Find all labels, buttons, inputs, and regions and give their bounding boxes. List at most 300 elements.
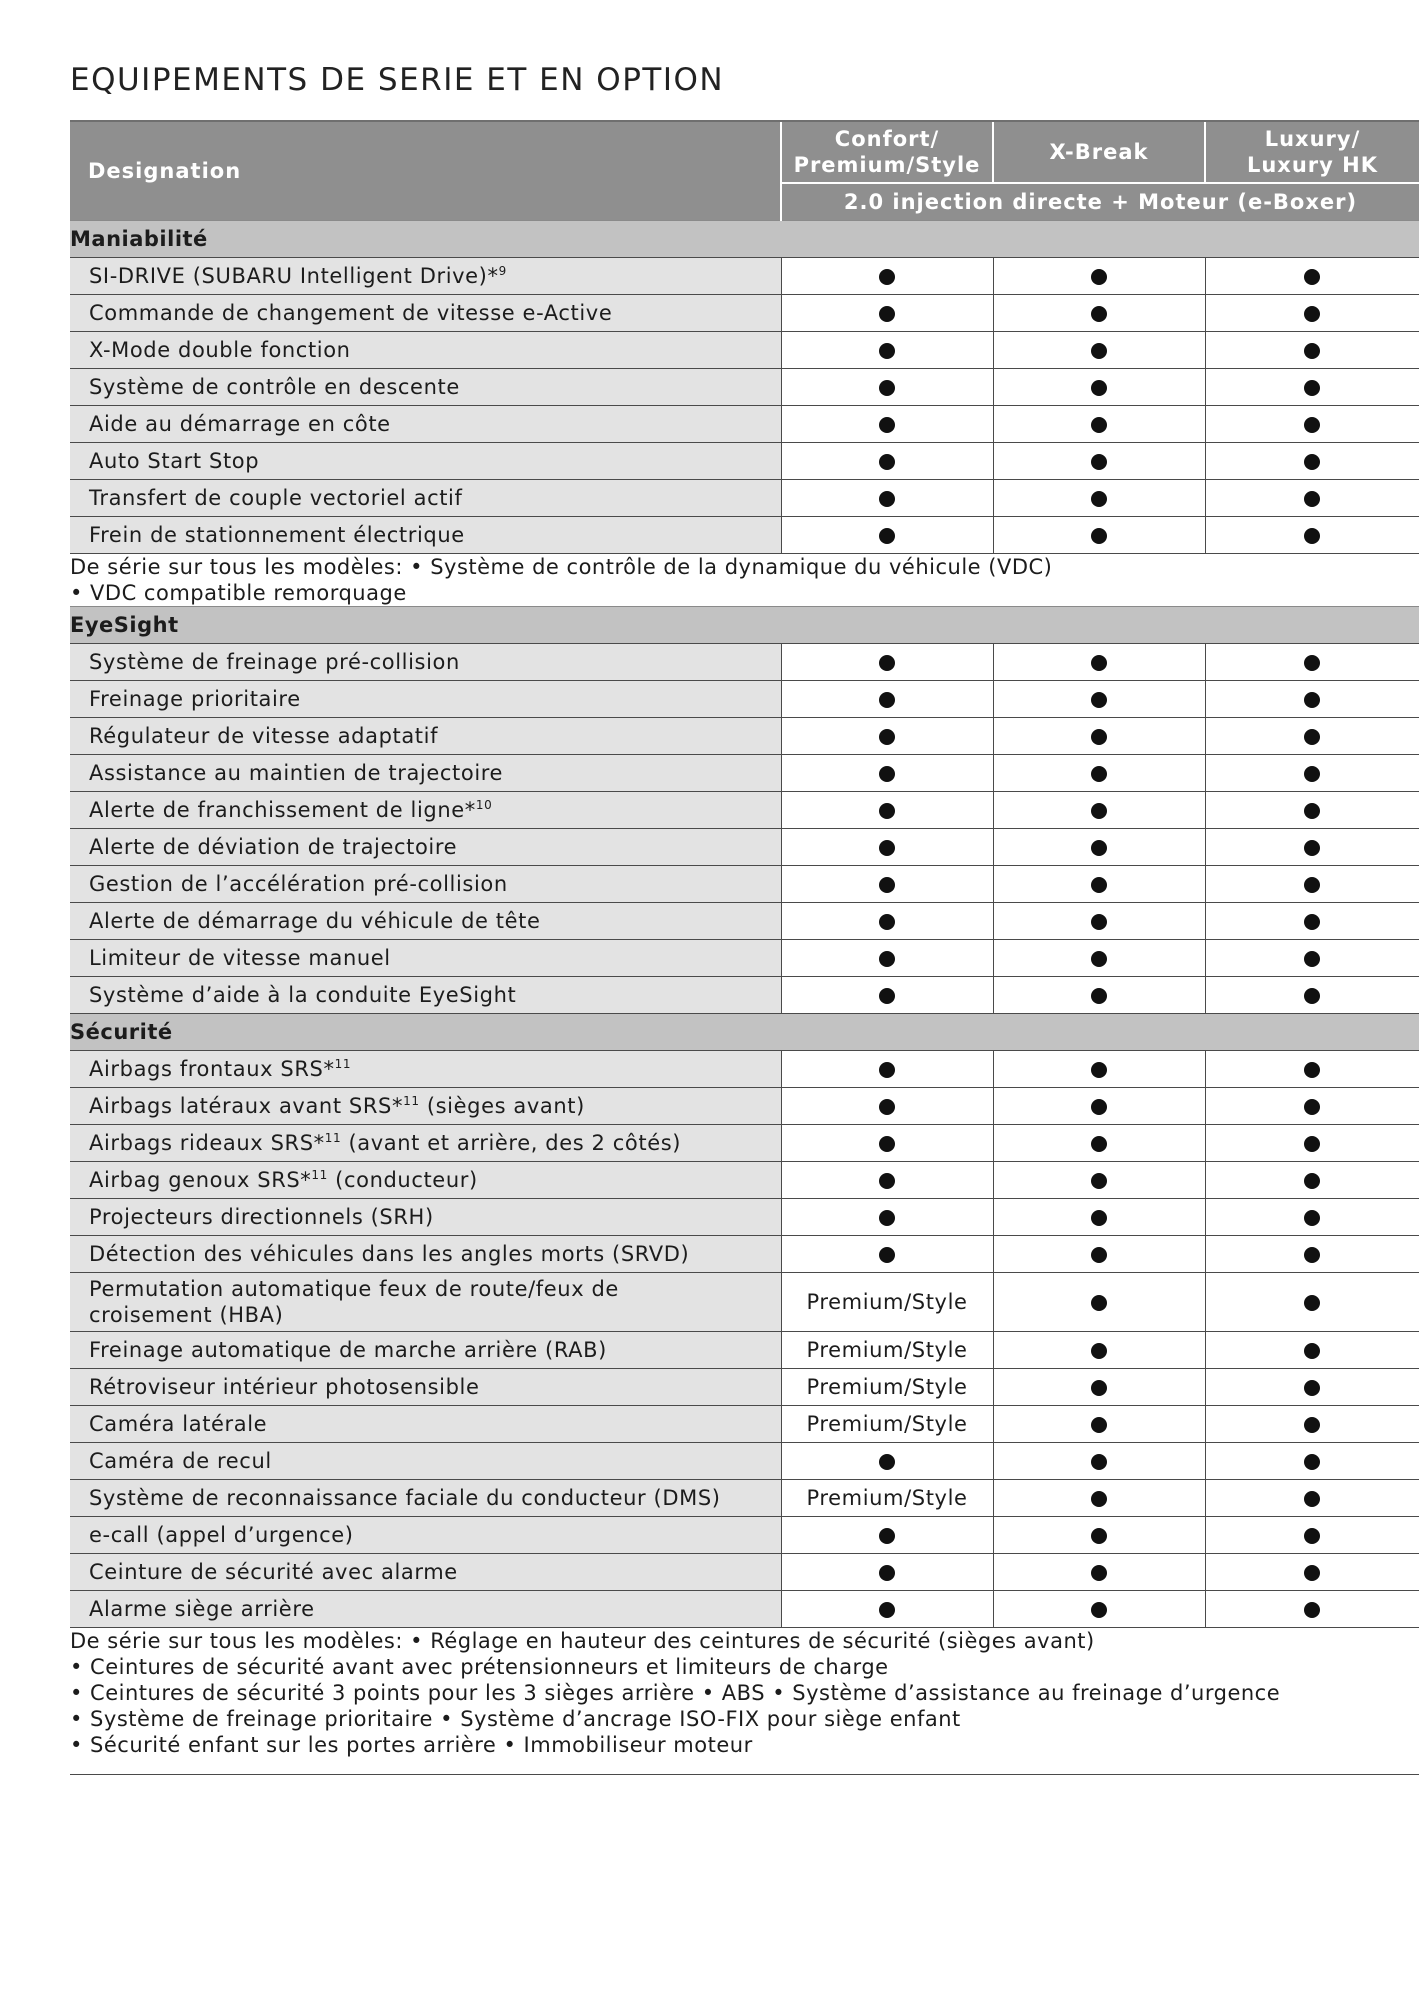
standard-dot-icon [1091,380,1107,396]
footnote-ref: 11 [403,1094,420,1108]
row-label [70,1273,781,1332]
cell-value [1205,480,1419,517]
standard-dot-icon [1304,1099,1320,1115]
cell-value [1205,1236,1419,1273]
table-row [70,369,1419,406]
standard-dot-icon [879,306,895,322]
standard-dot-icon [1091,1173,1107,1189]
row-label [70,480,781,517]
standard-dot-icon [1091,655,1107,671]
row-label [70,1199,781,1236]
cell-value [993,1591,1205,1628]
standard-dot-icon [879,988,895,1004]
table-row [70,940,1419,977]
row-label [70,369,781,406]
cell-value [1205,866,1419,903]
cell-value [993,681,1205,718]
section-header-eyesight [70,607,1419,644]
cell-value [993,644,1205,681]
standard-dot-icon [1304,692,1320,708]
cell-value: Premium/Style [781,1480,993,1517]
cell-value [1205,1517,1419,1554]
cell-value [1205,443,1419,480]
cell-value [993,792,1205,829]
standard-dot-icon [1304,766,1320,782]
table-row [70,480,1419,517]
column-header-confort-line1: Confort/ [834,127,940,151]
standard-dot-icon [879,343,895,359]
row-label-text: Régulateur de vitesse adaptatif [89,724,439,748]
cell-value [1205,1125,1419,1162]
cell-value [1205,1591,1419,1628]
row-label [70,443,781,480]
table-row [70,1554,1419,1591]
cell-value [1205,755,1419,792]
table-row [70,1517,1419,1554]
table-row [70,829,1419,866]
standard-dot-icon [1304,1565,1320,1581]
standard-dot-icon [1091,803,1107,819]
standard-dot-icon [879,380,895,396]
row-label [70,295,781,332]
cell-value [1205,644,1419,681]
row-label-suffix: (conducteur) [327,1168,478,1192]
standard-dot-icon [1091,1565,1107,1581]
row-label [70,1517,781,1554]
cell-value [1205,517,1419,554]
cell-value [1205,1369,1419,1406]
row-label-text: Système de reconnaissance faciale du conducteur (DMS) [89,1486,721,1510]
standard-dot-icon [1091,877,1107,893]
cell-value [993,1554,1205,1591]
cell-value [993,718,1205,755]
standard-dot-icon [1304,1173,1320,1189]
row-label [70,1480,781,1517]
cell-value [781,295,993,332]
standard-dot-icon [879,1602,895,1618]
section-header-maniabilite [70,221,1419,258]
column-header-xbreak: X-Break [993,121,1205,183]
standard-dot-icon [1304,306,1320,322]
row-label [70,332,781,369]
row-label [70,940,781,977]
standard-dot-icon [1091,729,1107,745]
section-note-text [70,554,1419,607]
standard-dot-icon [1091,1491,1107,1507]
table-row [70,258,1419,295]
cell-value [1205,792,1419,829]
row-label-text: e-call (appel d’urgence) [89,1523,354,1547]
cell-value [993,1369,1205,1406]
standard-dot-icon [1091,343,1107,359]
cell-value [1205,718,1419,755]
row-label [70,792,781,829]
row-label [70,1332,781,1369]
cell-value [993,1088,1205,1125]
table-row [70,332,1419,369]
cell-value [1205,977,1419,1014]
table-row [70,443,1419,480]
designation-header: Designation [70,121,781,221]
cell-value [993,940,1205,977]
standard-dot-icon [1304,491,1320,507]
cell-value [993,406,1205,443]
note-line: De série sur tous les modèles: • Réglage en hauteur des ceintures de sécurité (sièges avant) [70,1629,1095,1653]
cell-value: Premium/Style [781,1332,993,1369]
standard-dot-icon [1091,1380,1107,1396]
cell-value [1205,1051,1419,1088]
row-label-text: Caméra de recul [89,1449,272,1473]
section-title: Maniabilité [70,221,1419,258]
standard-dot-icon [1304,1528,1320,1544]
standard-dot-icon [1091,692,1107,708]
row-label-text: Airbag genoux SRS* [89,1168,312,1192]
row-label [70,1088,781,1125]
standard-dot-icon [1304,840,1320,856]
cell-value [1205,332,1419,369]
row-label-text: Rétroviseur intérieur photosensible [89,1375,480,1399]
row-label-text: Projecteurs directionnels (SRH) [89,1205,434,1229]
note-line: • Ceintures de sécurité avant avec prétensionneurs et limiteurs de charge [70,1655,889,1679]
standard-dot-icon [1091,1454,1107,1470]
table-row [70,1591,1419,1628]
note-line: De série sur tous les modèles: • Système de contrôle de la dynamique du véhicule (VDC) [70,555,1053,579]
table-row [70,1162,1419,1199]
row-label [70,866,781,903]
row-label-text: Caméra latérale [89,1412,268,1436]
standard-dot-icon [879,692,895,708]
standard-dot-icon [1304,1295,1320,1311]
cell-value [993,332,1205,369]
cell-value [1205,1443,1419,1480]
cell-value [1205,258,1419,295]
cell-value [781,1088,993,1125]
cell-value: Premium/Style [781,1273,993,1332]
row-label-text: Commande de changement de vitesse e-Active [89,301,613,325]
row-label-text: Airbags frontaux SRS* [89,1057,335,1081]
table-row [70,755,1419,792]
cell-value [781,1443,993,1480]
cell-value [781,903,993,940]
row-label-text: Freinage automatique de marche arrière (RAB) [89,1338,607,1362]
row-label-text: Airbags latéraux avant SRS* [89,1094,404,1118]
row-label-text: Assistance au maintien de trajectoire [89,761,504,785]
row-label-text: Airbags rideaux SRS* [89,1131,325,1155]
standard-dot-icon [879,454,895,470]
column-header-luxury-line2: Luxury HK [1246,153,1379,177]
standard-dot-icon [1091,1343,1107,1359]
row-label [70,718,781,755]
cell-value [1205,1199,1419,1236]
standard-dot-icon [879,766,895,782]
cell-value [993,1125,1205,1162]
row-label [70,1369,781,1406]
standard-dot-icon [1304,380,1320,396]
standard-dot-icon [879,1062,895,1078]
standard-dot-icon [1091,269,1107,285]
cell-value [781,977,993,1014]
cell-value [1205,1273,1419,1332]
cell-value [993,1199,1205,1236]
standard-dot-icon [879,803,895,819]
standard-dot-icon [1304,877,1320,893]
cell-value [993,1236,1205,1273]
cell-value [993,1162,1205,1199]
row-label [70,258,781,295]
cell-value [1205,681,1419,718]
table-row [70,1273,1419,1332]
row-label [70,1051,781,1088]
cell-value [781,332,993,369]
standard-dot-icon [1304,1380,1320,1396]
standard-dot-icon [1091,1210,1107,1226]
equipment-table [70,120,1419,1775]
row-label-text: Détection des véhicules dans les angles morts (SRVD) [89,1242,690,1266]
standard-dot-icon [1091,454,1107,470]
cell-value [1205,369,1419,406]
cell-value [993,903,1205,940]
row-label-text: Gestion de l’accélération pré-collision [89,872,508,896]
cell-value [1205,1554,1419,1591]
table-row [70,295,1419,332]
cell-value [993,369,1205,406]
row-label-text: Système d’aide à la conduite EyeSight [89,983,517,1007]
cell-value [993,517,1205,554]
cell-value: Premium/Style [781,1406,993,1443]
standard-dot-icon [879,528,895,544]
table-row [70,1332,1419,1369]
row-label-text: Auto Start Stop [89,449,260,473]
cell-value [1205,903,1419,940]
row-label-suffix: (avant et arrière, des 2 côtés) [341,1131,682,1155]
row-label [70,1554,781,1591]
cell-value [1205,829,1419,866]
standard-dot-icon [1091,1417,1107,1433]
footnote-ref: 11 [324,1131,342,1145]
standard-dot-icon [1304,1210,1320,1226]
note-line: • Sécurité enfant sur les portes arrière • Immobiliseur moteur [70,1733,753,1757]
cell-value [781,718,993,755]
row-label [70,406,781,443]
standard-dot-icon [1091,840,1107,856]
cell-value [993,1443,1205,1480]
standard-dot-icon [1091,1099,1107,1115]
standard-dot-icon [879,877,895,893]
cell-value [993,1273,1205,1332]
standard-dot-icon [1304,655,1320,671]
row-label [70,1591,781,1628]
row-label-text: Alerte de déviation de trajectoire [89,835,458,859]
standard-dot-icon [1304,1136,1320,1152]
cell-value [1205,1162,1419,1199]
column-header-confort [781,121,993,183]
standard-dot-icon [1304,528,1320,544]
cell-value [993,443,1205,480]
cell-value [781,443,993,480]
section-note [70,554,1419,607]
section-note [70,1628,1419,1775]
row-label [70,829,781,866]
standard-dot-icon [1304,803,1320,819]
row-label-text: Aide au démarrage en côte [89,412,391,436]
cell-value [781,480,993,517]
engine-header: 2.0 injection directe + Moteur (e-Boxer) [781,183,1419,221]
cell-value [781,1162,993,1199]
cell-value [781,1125,993,1162]
row-label-text: X-Mode double fonction [89,338,351,362]
table-row [70,1088,1419,1125]
row-label-text: Limiteur de vitesse manuel [89,946,391,970]
standard-dot-icon [1091,1062,1107,1078]
section-title: EyeSight [70,607,1419,644]
section-note-text [70,1628,1419,1775]
standard-dot-icon [1304,1417,1320,1433]
row-label-text: Alerte de démarrage du véhicule de tête [89,909,541,933]
cell-value [993,1332,1205,1369]
cell-value [781,829,993,866]
row-label [70,977,781,1014]
table-row [70,1199,1419,1236]
cell-value [781,792,993,829]
table-row [70,517,1419,554]
footnote-ref: 10 [475,798,493,812]
standard-dot-icon [879,1173,895,1189]
cell-value [993,866,1205,903]
row-label-text: Freinage prioritaire [89,687,301,711]
standard-dot-icon [1091,1528,1107,1544]
table-row [70,977,1419,1014]
table-row [70,866,1419,903]
cell-value [993,1406,1205,1443]
standard-dot-icon [1091,1602,1107,1618]
cell-value [993,977,1205,1014]
standard-dot-icon [1091,491,1107,507]
standard-dot-icon [1304,1247,1320,1263]
standard-dot-icon [1304,343,1320,359]
standard-dot-icon [879,269,895,285]
row-label-text: SI-DRIVE (SUBARU Intelligent Drive)* [89,264,499,288]
row-label [70,644,781,681]
table-body [70,221,1419,1775]
table-row [70,1125,1419,1162]
standard-dot-icon [1304,914,1320,930]
cell-value [1205,295,1419,332]
standard-dot-icon [879,1565,895,1581]
row-label-text: Alerte de franchissement de ligne* [89,798,476,822]
row-label [70,1125,781,1162]
cell-value [781,1236,993,1273]
cell-value [993,755,1205,792]
cell-value [781,681,993,718]
section-title: Sécurité [70,1014,1419,1051]
standard-dot-icon [1091,1295,1107,1311]
row-label-suffix: (sièges avant) [419,1094,585,1118]
row-label [70,1236,781,1273]
standard-dot-icon [1304,1491,1320,1507]
cell-value [781,369,993,406]
cell-value [781,406,993,443]
row-label-text: Alarme siège arrière [89,1597,315,1621]
cell-value [993,480,1205,517]
standard-dot-icon [1304,269,1320,285]
standard-dot-icon [879,417,895,433]
cell-value [781,1517,993,1554]
cell-value [781,940,993,977]
cell-value [781,644,993,681]
row-label [70,755,781,792]
table-row [70,406,1419,443]
standard-dot-icon [879,1099,895,1115]
cell-value [1205,1088,1419,1125]
footnote-ref: 11 [311,1168,328,1182]
row-label [70,1162,781,1199]
row-label-text: Système de freinage pré-collision [89,650,460,674]
standard-dot-icon [1091,1136,1107,1152]
standard-dot-icon [879,491,895,507]
table-row [70,644,1419,681]
standard-dot-icon [1304,1062,1320,1078]
standard-dot-icon [1304,988,1320,1004]
row-label-text-line2: croisement (HBA) [89,1303,284,1327]
column-header-luxury-line1: Luxury/ [1264,127,1361,151]
standard-dot-icon [1304,729,1320,745]
cell-value [993,1517,1205,1554]
cell-value [781,1554,993,1591]
standard-dot-icon [1304,1602,1320,1618]
table-row [70,1480,1419,1517]
standard-dot-icon [879,914,895,930]
standard-dot-icon [1091,766,1107,782]
standard-dot-icon [879,1210,895,1226]
page-title: EQUIPEMENTS DE SERIE ET EN OPTION [70,62,725,98]
footnote-ref: 9 [498,264,507,278]
row-label [70,1443,781,1480]
cell-value [781,1199,993,1236]
note-line: • Ceintures de sécurité 3 points pour les 3 sièges arrière • ABS • Système d’assistance au freinage d’urgence [70,1681,1281,1705]
cell-value [781,258,993,295]
row-label [70,681,781,718]
standard-dot-icon [1304,454,1320,470]
standard-dot-icon [1304,951,1320,967]
row-label-text: Permutation automatique feux de route/feux de [89,1277,619,1301]
cell-value [781,517,993,554]
column-header-confort-line2: Premium/Style [793,153,981,177]
row-label-text: Transfert de couple vectoriel actif [89,486,463,510]
table-row [70,1406,1419,1443]
table-row [70,1369,1419,1406]
standard-dot-icon [1091,951,1107,967]
cell-value [993,829,1205,866]
cell-value [1205,1406,1419,1443]
standard-dot-icon [1091,914,1107,930]
table-row [70,903,1419,940]
standard-dot-icon [1091,988,1107,1004]
table-row [70,681,1419,718]
row-label [70,517,781,554]
standard-dot-icon [1091,1247,1107,1263]
cell-value [993,258,1205,295]
cell-value [993,295,1205,332]
column-header-luxury [1205,121,1419,183]
standard-dot-icon [879,1136,895,1152]
standard-dot-icon [1304,1454,1320,1470]
cell-value [1205,1480,1419,1517]
table-row [70,1051,1419,1088]
row-label-text: Ceinture de sécurité avec alarme [89,1560,458,1584]
cell-value [1205,1332,1419,1369]
cell-value [1205,940,1419,977]
standard-dot-icon [1304,417,1320,433]
